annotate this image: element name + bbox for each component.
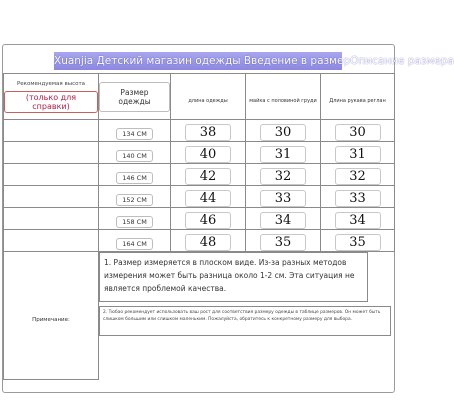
- length-header: длина одежды: [188, 98, 228, 104]
- chest-cell: [246, 142, 321, 164]
- note-measurement: 1. Размер измеряется в плоском виде. Из-за разных методов измерения может быть разница около 1-2 см. Эта ситуация не является проблемой качества.: [99, 252, 368, 302]
- notes-label-cell: [4, 252, 99, 380]
- size-value: 134 CM: [116, 128, 153, 140]
- chest-cell: [246, 120, 321, 142]
- sleeve-header: Длина рукава реглан: [329, 98, 386, 104]
- sleeve-value: 32: [335, 168, 381, 185]
- size-cell: [99, 142, 171, 164]
- size-table: [3, 73, 395, 380]
- size-header: Размер одежды: [99, 82, 170, 112]
- table-row: [4, 164, 395, 186]
- chest-cell: [246, 208, 321, 230]
- sleeve-cell: [321, 142, 395, 164]
- chest-cell: [246, 186, 321, 208]
- size-value: 158 CM: [116, 216, 153, 228]
- length-value: 42: [185, 168, 231, 185]
- notes-area: [99, 252, 395, 379]
- notes-row: [4, 252, 395, 380]
- sleeve-value: 35: [335, 234, 381, 251]
- size-cell: [99, 186, 171, 208]
- sleeve-cell: [321, 164, 395, 186]
- row-blank-cell: [4, 120, 99, 142]
- sleeve-cell: [321, 230, 395, 252]
- size-value: 146 CM: [116, 172, 153, 184]
- table-row: [4, 120, 395, 142]
- size-value: 140 CM: [116, 150, 153, 162]
- header-height-cell: [4, 74, 99, 120]
- chest-value: 33: [260, 190, 306, 207]
- chest-value: 34: [260, 212, 306, 229]
- header-size-cell: [99, 74, 171, 120]
- size-cell: [99, 120, 171, 142]
- size-cell: [99, 208, 171, 230]
- length-value: 40: [185, 146, 231, 163]
- table-row: [4, 142, 395, 164]
- sleeve-value: 34: [335, 212, 381, 229]
- table-row: [4, 186, 395, 208]
- notes-label: Примечание:: [32, 317, 70, 323]
- sleeve-cell: [321, 120, 395, 142]
- height-label: Рекомендуемая высота: [16, 80, 86, 87]
- chest-header: майка с половиной груди: [249, 98, 317, 104]
- header-sleeve-cell: [321, 74, 395, 120]
- chest-value: 30: [260, 124, 306, 141]
- size-value: 152 CM: [116, 194, 153, 206]
- length-value: 38: [185, 124, 231, 141]
- header-row: [4, 74, 395, 120]
- header-length-cell: [171, 74, 246, 120]
- sleeve-value: 30: [335, 124, 381, 141]
- reference-note: (только для справки): [4, 91, 98, 113]
- sleeve-value: 31: [335, 146, 381, 163]
- row-blank-cell: [4, 208, 99, 230]
- chest-cell: [246, 230, 321, 252]
- length-cell: [171, 142, 246, 164]
- chest-value: 31: [260, 146, 306, 163]
- table-row: [4, 208, 395, 230]
- table-row: [4, 230, 395, 252]
- length-cell: [171, 164, 246, 186]
- chest-value: 35: [260, 234, 306, 251]
- length-value: 44: [185, 190, 231, 207]
- length-cell: [171, 186, 246, 208]
- sleeve-value: 33: [335, 190, 381, 207]
- size-cell: [99, 164, 171, 186]
- length-cell: [171, 208, 246, 230]
- row-blank-cell: [4, 164, 99, 186]
- chest-cell: [246, 164, 321, 186]
- header-chest-cell: [246, 74, 321, 120]
- sleeve-cell: [321, 208, 395, 230]
- page-title: Xuanjia Детский магазин одежды Введение в размерОписание размера: [54, 52, 342, 70]
- size-value: 164 CM: [116, 238, 153, 250]
- length-value: 46: [185, 212, 231, 229]
- sleeve-cell: [321, 186, 395, 208]
- note-size-advice: 2. Тюбао рекомендует использовать ваш рост для соответствия размеру одежды в таблице размеров. Он может быть слишком большим или слишком маленьким. Пожалуйста, обратитесь к конкретному размеру для выбора.: [99, 306, 391, 336]
- row-blank-cell: [4, 230, 99, 252]
- row-blank-cell: [4, 186, 99, 208]
- size-cell: [99, 230, 171, 252]
- length-cell: [171, 120, 246, 142]
- length-cell: [171, 230, 246, 252]
- row-blank-cell: [4, 142, 99, 164]
- notes-cell: [99, 252, 395, 380]
- length-value: 48: [185, 234, 231, 251]
- chest-value: 32: [260, 168, 306, 185]
